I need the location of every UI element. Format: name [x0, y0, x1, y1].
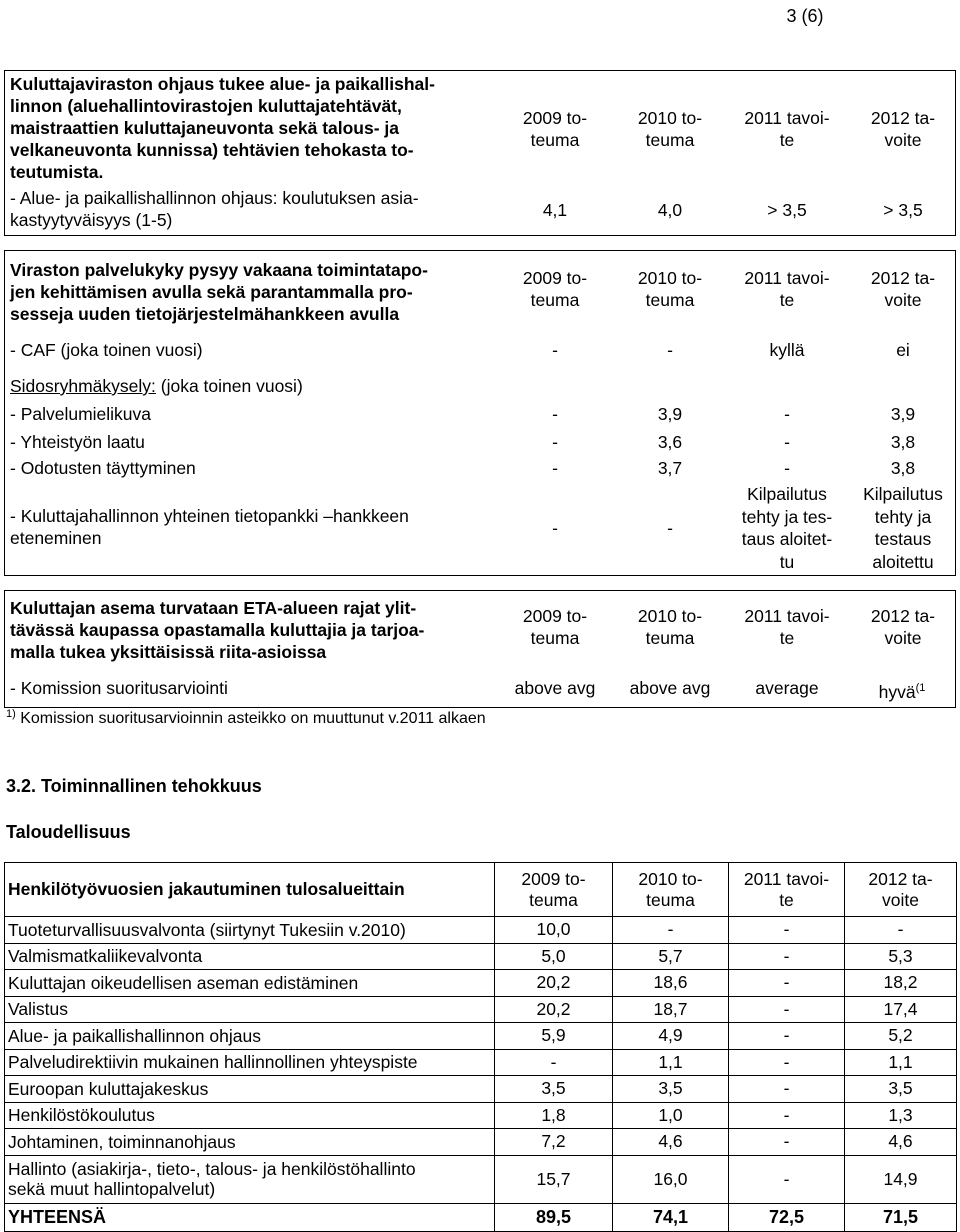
header-2009: 2009 to- teuma — [522, 108, 588, 150]
palvelumielikuva-2011: - — [784, 404, 790, 424]
header-2010: 2010 to- teuma — [637, 108, 703, 150]
survey-label-underlined: Sidosryhmäkysely: — [10, 376, 156, 396]
row-value: 18,2 — [845, 970, 957, 997]
page-number: 3 (6) — [786, 6, 824, 26]
row-label: Valistus — [5, 996, 495, 1023]
row-label: Tuoteturvallisuusvalvonta (siirtynyt Tukesiin v.2010) — [5, 917, 495, 944]
palvelumielikuva-label: - Palvelumielikuva — [10, 404, 152, 424]
total-2011: 72,5 — [729, 1203, 845, 1231]
row-value: - — [495, 1049, 613, 1076]
yhteistyo-2012: 3,8 — [890, 432, 916, 452]
henkilotyovuodet-table — [4, 862, 957, 1232]
header-2011: 2011 tavoi- te — [744, 268, 830, 310]
table-row — [5, 1049, 957, 1076]
block2-heading: Viraston palvelukyky pysyy vakaana toimintatapo- jen kehittämisen avulla sekä parantammalla pro- sesseja uuden tietojärjestelmähankkeen avulla — [10, 260, 428, 324]
row-label: Alue- ja paikallishallinnon ohjaus — [5, 1023, 495, 1050]
tietopankki-label: - Kuluttajahallinnon yhteinen tietopankki –hankkeen eteneminen — [10, 506, 409, 548]
row-value: 18,6 — [613, 970, 729, 997]
caf-2009: - — [552, 340, 558, 360]
tietopankki-2012: Kilpailutus tehty ja testaus aloitettu — [863, 484, 943, 572]
header-2010: 2010 to- teuma — [637, 268, 703, 310]
row-value: 4,9 — [613, 1023, 729, 1050]
caf-2012: ei — [896, 340, 910, 360]
tavoite-block-ohjaus — [4, 70, 956, 236]
row-label: Valmismatkaliikevalvonta — [5, 943, 495, 970]
tavoite-block-palvelukyky — [4, 250, 956, 576]
block1-heading: Kuluttajaviraston ohjaus tukee alue- ja paikallishal- linnon (aluehallintovirastojen kuluttajatehtävät, maistraattien kuluttajaneuvonta sekä talous- ja velkaneuvonta kunnissa) tehtävien tehokasta to- teutumista. — [10, 74, 435, 182]
header-2010: 2010 to- teuma — [637, 606, 703, 648]
row-label: Johtaminen, toiminnanohjaus — [5, 1129, 495, 1156]
row-value: - — [845, 917, 957, 944]
row-value: 7,2 — [495, 1129, 613, 1156]
row-value: 18,7 — [613, 996, 729, 1023]
odotusten-label: - Odotusten täyttyminen — [10, 458, 196, 478]
survey-label — [10, 375, 470, 397]
komissio-2012: hyvä$^{(1}$ — [878, 681, 926, 702]
row-value: 14,9 — [845, 1155, 957, 1203]
section-subtitle: Taloudellisuus — [6, 822, 131, 842]
header-2012: 2012 ta- voite — [845, 863, 957, 917]
row-value: - — [729, 917, 845, 944]
header-2010: 2010 to- teuma — [613, 863, 729, 917]
row-value: 5,7 — [613, 943, 729, 970]
row-value: - — [729, 996, 845, 1023]
caf-2011: kyllä — [769, 340, 805, 360]
total-2010: 74,1 — [613, 1203, 729, 1231]
odotusten-2012: 3,8 — [890, 458, 916, 478]
block1-value-2010: 4,0 — [657, 200, 683, 220]
header-2012: 2012 ta- voite — [870, 606, 936, 648]
tavoite-block-eta — [4, 590, 956, 708]
palvelumielikuva-2012: 3,9 — [890, 404, 916, 424]
caf-label: - CAF (joka toinen vuosi) — [10, 340, 203, 360]
row-value: - — [613, 917, 729, 944]
header-2011: 2011 tavoi- te — [744, 108, 830, 150]
tietopankki-2009: - — [552, 518, 558, 538]
footnote-mark: 1) — [6, 708, 16, 720]
row-value: - — [729, 943, 845, 970]
row-label: Henkilöstökoulutus — [5, 1102, 495, 1129]
row-value: 1,1 — [845, 1049, 957, 1076]
header-2012: 2012 ta- voite — [870, 268, 936, 310]
tietopankki-2011: Kilpailutus tehty ja tes- taus aloitet- tu — [741, 484, 833, 572]
row-value: 1,0 — [613, 1102, 729, 1129]
header-2009: 2009 to- teuma — [522, 268, 588, 310]
table-header-row — [5, 863, 957, 917]
yhteistyo-2009: - — [552, 432, 558, 452]
table-row — [5, 1076, 957, 1103]
row-label: Euroopan kuluttajakeskus — [5, 1076, 495, 1103]
row-value: - — [729, 970, 845, 997]
block1-value-2009: 4,1 — [542, 200, 568, 220]
total-2012: 71,5 — [845, 1203, 957, 1231]
total-row — [5, 1203, 957, 1231]
row-value: - — [729, 1155, 845, 1203]
row-value: 15,7 — [495, 1155, 613, 1203]
total-2009: 89,5 — [495, 1203, 613, 1231]
block1-value-2011: > 3,5 — [767, 200, 807, 220]
yhteistyo-label: - Yhteistyön laatu — [10, 432, 145, 452]
komissio-2009: above avg — [514, 678, 596, 698]
row-value: 4,6 — [613, 1129, 729, 1156]
komissio-label: - Komission suoritusarviointi — [10, 678, 228, 698]
table-header-label: Henkilötyövuosien jakautuminen tulosalueittain — [5, 863, 495, 917]
komissio-2010: above avg — [629, 678, 711, 698]
row-value: 10,0 — [495, 917, 613, 944]
row-value: 5,9 — [495, 1023, 613, 1050]
row-value: 1,1 — [613, 1049, 729, 1076]
odotusten-2011: - — [784, 458, 790, 478]
row-value: - — [729, 1049, 845, 1076]
caf-2010: - — [667, 340, 673, 360]
row-value: 1,3 — [845, 1102, 957, 1129]
row-value: 3,5 — [845, 1076, 957, 1103]
table-row — [5, 1102, 957, 1129]
row-value: 20,2 — [495, 996, 613, 1023]
row-value: 3,5 — [613, 1076, 729, 1103]
block1-row-label: - Alue- ja paikallishallinnon ohjaus: koulutuksen asia- kastyytyväisyys (1-5) — [10, 188, 419, 230]
row-value: - — [729, 1076, 845, 1103]
row-value: 5,2 — [845, 1023, 957, 1050]
odotusten-2009: - — [552, 458, 558, 478]
row-value: 20,2 — [495, 970, 613, 997]
yhteistyo-2010: 3,6 — [657, 432, 683, 452]
table-row — [5, 917, 957, 944]
footnote — [6, 708, 486, 728]
block3-heading: Kuluttajan asema turvataan ETA-alueen rajat ylit- tävässä kaupassa opastamalla kuluttajia ja tarjoa- malla tukea yksittäisissä riita-asioissa — [10, 598, 425, 662]
row-value: 4,6 — [845, 1129, 957, 1156]
odotusten-2010: 3,7 — [657, 458, 683, 478]
header-2009: 2009 to- teuma — [495, 863, 613, 917]
table-row — [5, 1023, 957, 1050]
tietopankki-2010: - — [667, 518, 673, 538]
table-row — [5, 1129, 957, 1156]
row-label: Hallinto (asiakirja-, tieto-, talous- ja henkilöstöhallinto sekä muut hallintopalvelut) — [5, 1155, 495, 1203]
table-row — [5, 943, 957, 970]
palvelumielikuva-2009: - — [552, 404, 558, 424]
header-2009: 2009 to- teuma — [522, 606, 588, 648]
row-value: 3,5 — [495, 1076, 613, 1103]
total-label: YHTEENSÄ — [5, 1203, 495, 1231]
row-value: - — [729, 1102, 845, 1129]
row-value: 16,0 — [613, 1155, 729, 1203]
yhteistyo-2011: - — [784, 432, 790, 452]
row-label: Kuluttajan oikeudellisen aseman edistäminen — [5, 970, 495, 997]
row-value: - — [729, 1023, 845, 1050]
table-row — [5, 970, 957, 997]
row-value: 5,0 — [495, 943, 613, 970]
row-label: Palveludirektiivin mukainen hallinnollinen yhteyspiste — [5, 1049, 495, 1076]
survey-label-rest: (joka toinen vuosi) — [155, 376, 303, 396]
row-value: 5,3 — [845, 943, 957, 970]
section-title: 3.2. Toiminnallinen tehokkuus — [6, 776, 262, 796]
header-2012: 2012 ta- voite — [870, 108, 936, 150]
header-2011: 2011 tavoi- te — [729, 863, 845, 917]
table-row — [5, 996, 957, 1023]
row-value: 1,8 — [495, 1102, 613, 1129]
table-row — [5, 1155, 957, 1203]
komissio-2011: average — [755, 678, 819, 698]
header-2011: 2011 tavoi- te — [744, 606, 830, 648]
footnote-text: Komission suoritusarvioinnin asteikko on muuttunut v.2011 alkaen — [15, 710, 486, 727]
row-value: - — [729, 1129, 845, 1156]
row-value: 17,4 — [845, 996, 957, 1023]
block1-value-2012: > 3,5 — [883, 200, 923, 220]
palvelumielikuva-2010: 3,9 — [657, 404, 683, 424]
